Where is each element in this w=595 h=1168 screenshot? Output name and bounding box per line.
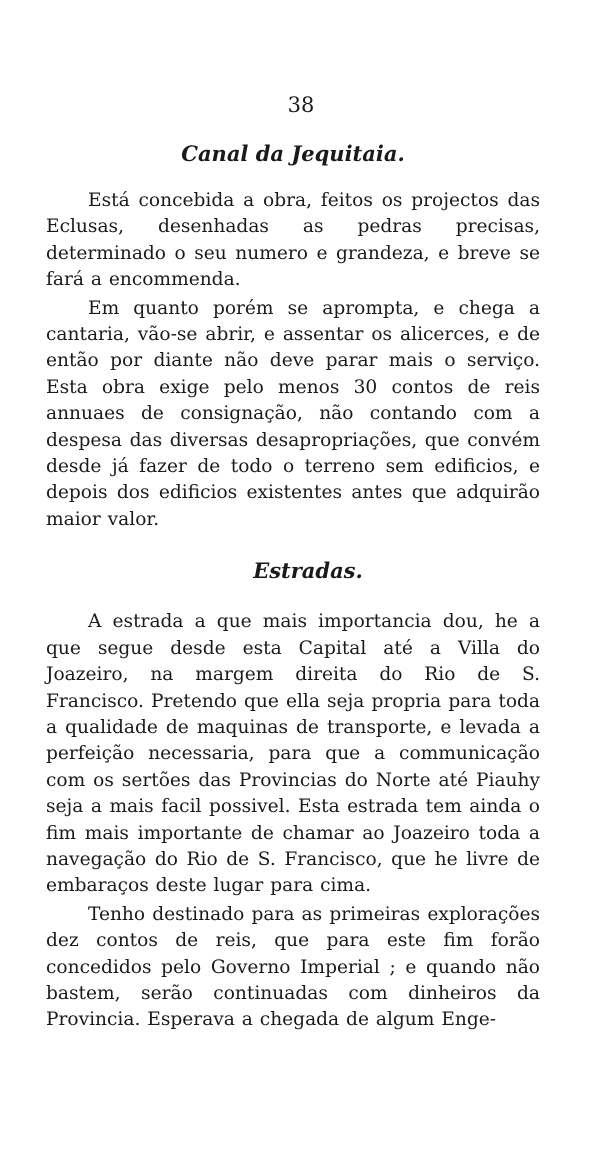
paragraph: Em quanto porém se aprompta, e chega a cantaria, vão-se abrir, e assentar os alicerces, e de então por diante não deve parar mais o serviço. Esta obra exige pelo menos 30 contos de reis annuaes de consignação, não contando com a despesa das diversas desapropriações, que convém desde já fazer de todo o terreno sem edificios, e depois dos edificios existentes antes que adquirão maior valor. bbox=[46, 297, 540, 530]
section-title-canal: Canal da Jequitaia. bbox=[181, 141, 405, 166]
section-title-estradas: Estradas. bbox=[253, 558, 363, 584]
book-page bbox=[46, 92, 540, 1034]
section-canal bbox=[46, 140, 540, 533]
paragraph: Está concebida a obra, feitos os projectos das Eclusas, desenhadas as pedras precisas, determinado o seu numero e grandeza, e breve se fará a encommenda. bbox=[46, 190, 540, 291]
section-estradas bbox=[46, 557, 540, 1034]
page-number: 38 bbox=[287, 93, 315, 117]
paragraph: Tenho destinado para as primeiras explorações dez contos de reis, que para este fim forão concedidos pelo Governo Imperial ; e quando não bastem, serão continuadas com dinheiros da Provincia. Esperava a chegada de algum Enge- bbox=[46, 903, 540, 1031]
paragraph: A estrada a que mais importancia dou, he a que segue desde esta Capital até a Villa do Joazeiro, na margem direita do Rio de S. Francisco. Pretendo que ella seja propria para toda a qualidade de maquinas de transporte, e levada a perfeição necessaria, para que a communicação com os sertões das Provincias do Norte até Piauhy seja a mais facil possivel. Esta estrada tem ainda o fim mais importante de chamar ao Joazeiro toda a navegação do Rio de S. Francisco, que he livre de embaraços deste lugar para cima. bbox=[46, 611, 540, 897]
